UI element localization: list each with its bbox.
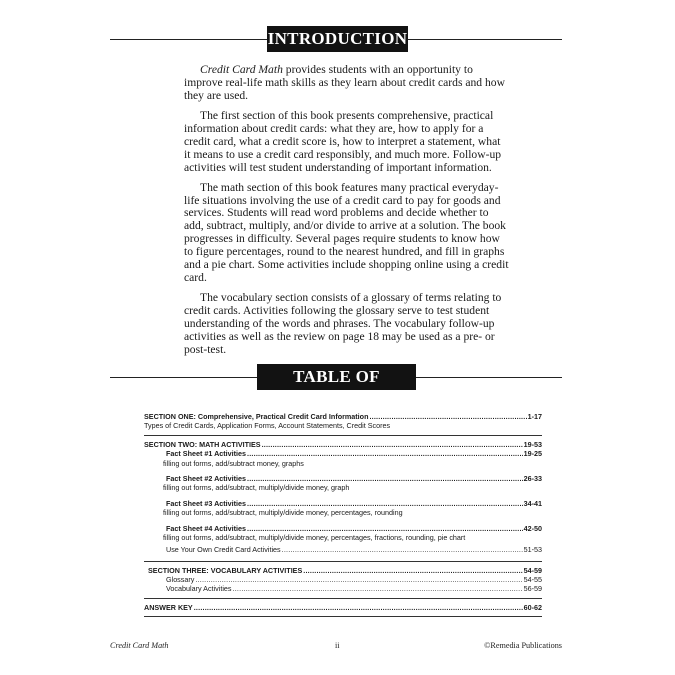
- toc-section-three[interactable]: SECTION THREE: VOCABULARY ACTIVITIES ..... 54-59: [144, 566, 542, 575]
- intro-paragraph-1: [184, 64, 509, 103]
- introduction-heading: INTRODUCTION: [267, 26, 408, 52]
- leader-dots: [303, 566, 522, 575]
- page-number: ii: [335, 641, 340, 650]
- toc-fact-sheet-1[interactable]: Fact Sheet #1 Activities ..... 19-25: [144, 449, 542, 458]
- leader-dots: [247, 524, 523, 533]
- page-range: 56-59: [523, 584, 542, 594]
- leader-dots: [247, 474, 523, 483]
- leader-dots: [369, 412, 526, 421]
- leader-dots: [233, 584, 523, 593]
- page-range: 51-53: [523, 545, 542, 555]
- toc-glossary[interactable]: Glossary ..... 54-55: [144, 575, 542, 584]
- toc-fact-sheet-2[interactable]: Fact Sheet #2 Activities ..... 26-33: [144, 474, 542, 483]
- intro-paragraph-1-text: provides students with an opportunity to improve real-life math skills as they learn about credit cards and how they are used.: [184, 63, 505, 102]
- page-range: 42-50: [523, 523, 542, 533]
- toc-section-one-description: Types of Credit Cards, Application Forms, Account Statements, Credit Scores: [144, 421, 391, 431]
- intro-paragraph-4: The vocabulary section consists of a glossary of terms relating to credit cards. Activities following the glossary serve to test student understanding of the words and phrases. The vocabulary follow-up activities as well as the review on page 18 may be used as a pre- or post-test.: [184, 291, 502, 356]
- intro-paragraph-2: The first section of this book presents comprehensive, practical information about credit cards: what they are, how to apply for a credit card, what a credit score is, how to interpret a statement, what it means to use a credit card responsibly, and much more. Follow-up activities will test student understanding of important information.: [184, 108, 502, 174]
- toc-divider: [144, 598, 542, 599]
- page-range: 26-33: [523, 473, 542, 483]
- leader-dots: [282, 545, 523, 554]
- leader-dots: [247, 449, 523, 458]
- toc-divider: [144, 616, 542, 617]
- toc-fact-sheet-3-description: filling out forms, add/subtract, multiply/divide money, percentages, rounding: [163, 508, 403, 518]
- table-of-content-heading: TABLE OF CONTENT: [257, 364, 416, 390]
- page-range: 54-55: [523, 575, 542, 585]
- intro-paragraph-3: The math section of this book features many practical everyday-life situations involving the use of a credit card to pay for goods and services. Students will read word problems and decide whether to add, subtract, multiply, and/or divide to arrive at a solution. The book progresses in difficulty. Several pages require students to know how to figure percentages, round to the nearest hundred, and fill in graphs and a pie chart. Some activities include shopping online using a credit card.: [184, 180, 509, 284]
- toc-fact-sheet-3[interactable]: Fact Sheet #3 Activities ..... 34-41: [144, 499, 542, 508]
- page-range: 54-59: [523, 565, 542, 575]
- toc-section-two[interactable]: SECTION TWO: MATH ACTIVITIES ..... 19-53: [144, 440, 542, 449]
- leader-dots: [194, 603, 523, 612]
- toc-answer-key[interactable]: ANSWER KEY ..... 60-62: [144, 603, 542, 612]
- leader-dots: [262, 440, 523, 449]
- toc-fact-sheet-2-description: filling out forms, add/subtract, multiply/divide money, graph: [163, 483, 350, 493]
- introduction-body: [184, 64, 509, 364]
- toc-section-one[interactable]: SECTION ONE: Comprehensive, Practical Credit Card Information ..... 1-17: [144, 412, 542, 421]
- page-footer: [110, 640, 562, 652]
- leader-dots: [195, 575, 522, 584]
- toc-fact-sheet-4[interactable]: Fact Sheet #4 Activities ..... 42-50: [144, 524, 542, 533]
- toc-fact-sheet-1-description: filling out forms, add/subtract money, graphs: [163, 458, 304, 468]
- toc-vocabulary-activities[interactable]: Vocabulary Activities ..... 56-59: [144, 584, 542, 593]
- footer-publisher: ©Remedia Publications: [484, 641, 562, 650]
- footer-book-title: Credit Card Math: [110, 641, 169, 650]
- page-range: 34-41: [523, 498, 542, 508]
- leader-dots: [247, 499, 523, 508]
- book-title-italic: Credit Card Math: [200, 63, 283, 76]
- page-range: 19-25: [523, 449, 542, 459]
- toc-divider: [144, 435, 542, 436]
- toc-fact-sheet-4-description: filling out forms, add/subtract, multiply/divide money, percentages, fractions, rounding, pie chart: [163, 532, 466, 542]
- toc-divider: [144, 561, 542, 562]
- page-range: 1-17: [527, 412, 542, 421]
- page-range: 19-53: [523, 439, 542, 449]
- table-of-contents: [144, 412, 542, 621]
- page-range: 60-62: [523, 602, 542, 612]
- toc-use-your-own-card[interactable]: Use Your Own Credit Card Activities ..... 51-53: [144, 545, 542, 554]
